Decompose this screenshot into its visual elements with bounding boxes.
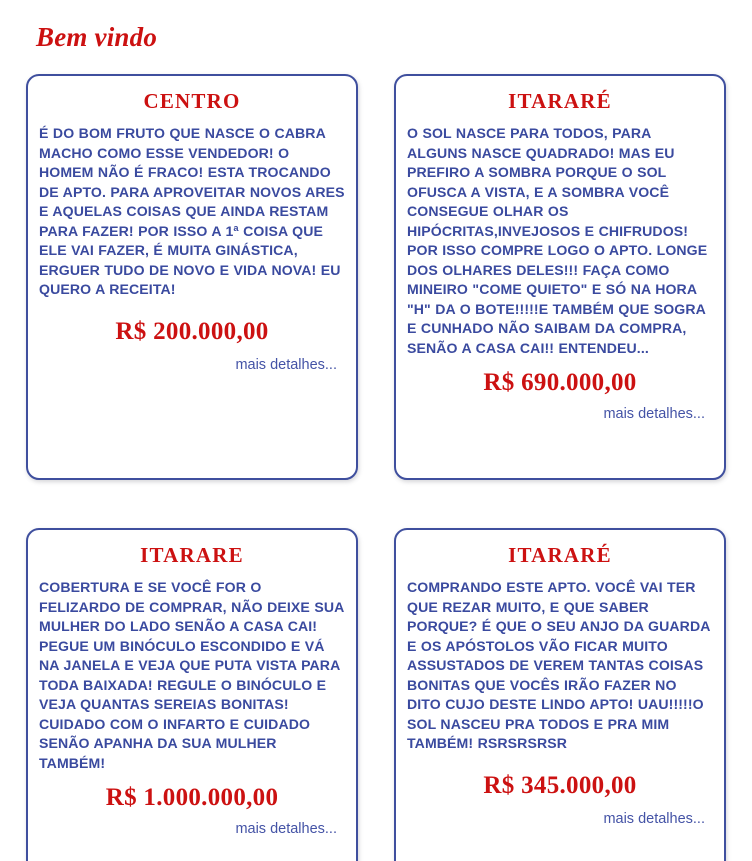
listing-card-itarare-2[interactable] bbox=[26, 528, 358, 861]
listing-title: ITARARE bbox=[140, 543, 244, 567]
more-details-link[interactable]: mais detalhes... bbox=[603, 405, 705, 422]
more-details-link[interactable]: mais detalhes... bbox=[235, 357, 337, 374]
listing-card-itarare-1[interactable] bbox=[394, 74, 726, 480]
more-details-link[interactable]: mais detalhes... bbox=[603, 811, 705, 828]
listing-price: R$ 690.000,00 bbox=[483, 369, 637, 397]
listing-card-itarare-3[interactable] bbox=[394, 528, 726, 861]
listing-title: CENTRO bbox=[143, 89, 241, 113]
more-details-link[interactable]: mais detalhes... bbox=[235, 820, 337, 837]
listing-description: COBERTURA E SE VOCÊ FOR O FELIZARDO DE COMPRAR, NÃO DEIXE SUA MULHER DO LADO SENÃO A CASA CAI! PEGUE UM BINÓCULO ESCONDIDO E VÁ NA JANELA E VEJA QUE PUTA VISTA PARA TODA BAIXADA! REGULE O BINÓCULO E VEJA QUANTAS SEREIAS BONITAS! CUIDADO COM O INFARTO E CUIDADO SENÃO APANHA DA SUA MULHER TAMBÉM! bbox=[39, 579, 344, 771]
listing-title: ITARARÉ bbox=[508, 543, 612, 567]
listings-grid bbox=[0, 74, 752, 861]
listing-description: O SOL NASCE PARA TODOS, PARA ALGUNS NASCE QUADRADO! MAS EU PREFIRO A SOMBRA PORQUE O SOL OFUSCA A VISTA, E A SOMBRA VOCÊ CONSEGUE OLHAR OS HIPÓCRITAS,INVEJOSOS E CHIFRUDOS! POR ISSO COMPRE LOGO O APTO. LONGE DOS OLHARES DELES!!! FAÇA COMO MINEIRO "COME QUIETO" E SÓ NA HORA "H" DA O BOTE!!!!!E TAMBÉM QUE SOGRA E CUNHADO NÃO SAIBAM DA COMPRA, SENÃO A CASA CAI!! ENTENDEU... bbox=[407, 125, 708, 356]
listing-price: R$ 200.000,00 bbox=[115, 317, 269, 345]
listings-row-2 bbox=[0, 528, 752, 861]
listings-row-1 bbox=[0, 74, 752, 528]
page-title: Bem vindo bbox=[36, 22, 158, 53]
listing-description: COMPRANDO ESTE APTO. VOCÊ VAI TER QUE REZAR MUITO, E QUE SABER PORQUE? É QUE O SEU ANJO DA GUARDA E OS APÓSTOLOS VÃO FICAR MUITO ASSUSTADOS DE VEREM TANTAS COISAS BONITAS QUE VOCÊS IRÃO FAZER NO DITO CUJO DESTE LINDO APTO! UAU!!!!!O SOL NASCEU PRA TODOS E PRA MIM TAMBÉM! RSRSRSRSR bbox=[407, 579, 710, 752]
listing-price: R$ 1.000.000,00 bbox=[105, 784, 279, 812]
listing-description: É DO BOM FRUTO QUE NASCE O CABRA MACHO COMO ESSE VENDEDOR! O HOMEM NÃO É FRACO! ESTA TROCANDO DE APTO. PARA APROVEITAR NOVOS ARES E AQUELAS COISAS QUE AINDA RESTAM PARA FAZER! POR ISSO A 1ª COISA QUE ELE VAI FAZER, É MUITA GINÁSTICA, ERGUER TUDO DE NOVO E VIDA NOVA! EU QUERO A RECEITA! bbox=[39, 125, 345, 298]
listing-title: ITARARÉ bbox=[508, 89, 612, 113]
listing-price: R$ 345.000,00 bbox=[483, 771, 637, 799]
listing-card-centro[interactable] bbox=[26, 74, 358, 480]
